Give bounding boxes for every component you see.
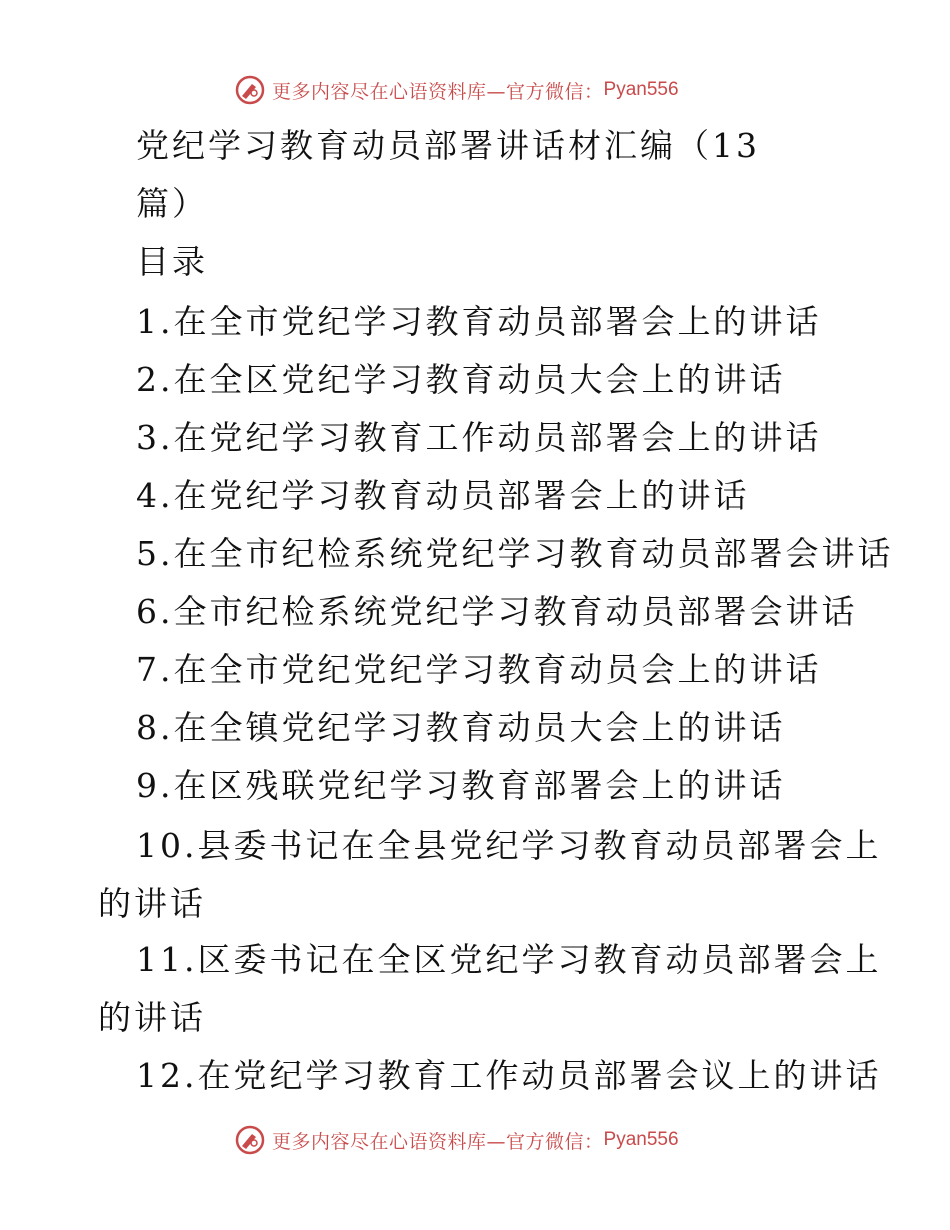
watermark-text: 更多内容尽在心语资料库—官方微信： bbox=[272, 80, 604, 103]
pen-circle-logo-icon bbox=[234, 1124, 266, 1156]
toc-item-10-line-1: 10.县委书记在全县党纪学习教育动员部署会上 bbox=[136, 826, 882, 865]
toc-item: 4.在党纪学习教育动员部署会上的讲话 bbox=[136, 476, 750, 515]
watermark-wechat-id: Pyan556 bbox=[603, 79, 679, 100]
watermark-text: 更多内容尽在心语资料库—官方微信： bbox=[272, 1130, 604, 1153]
toc-item-12: 12.在党纪学习教育工作动员部署会议上的讲话 bbox=[136, 1056, 882, 1095]
toc-item: 1.在全市党纪学习教育动员部署会上的讲话 bbox=[136, 302, 822, 341]
toc-item: 3.在党纪学习教育工作动员部署会上的讲话 bbox=[136, 418, 822, 457]
toc-item: 6.全市纪检系统党纪学习教育动员部署会讲话 bbox=[136, 592, 858, 631]
toc-item-11-line-2: 的讲话 bbox=[98, 998, 206, 1037]
toc-item: 9.在区残联党纪学习教育部署会上的讲话 bbox=[136, 766, 786, 805]
watermark-wechat-id: Pyan556 bbox=[603, 1129, 679, 1150]
footer-watermark bbox=[234, 1122, 679, 1158]
toc-item-10-line-2: 的讲话 bbox=[98, 884, 206, 923]
toc-item: 7.在全市党纪党纪学习教育动员会上的讲话 bbox=[136, 650, 822, 689]
toc-item: 2.在全区党纪学习教育动员大会上的讲话 bbox=[136, 360, 786, 399]
toc-item: 8.在全镇党纪学习教育动员大会上的讲话 bbox=[136, 708, 786, 747]
document-title-line-2: 篇） bbox=[136, 184, 208, 223]
toc-item-11-line-1: 11.区委书记在全区党纪学习教育动员部署会上 bbox=[136, 940, 882, 979]
toc-item: 5.在全市纪检系统党纪学习教育动员部署会讲话 bbox=[136, 534, 894, 573]
pen-circle-logo-icon bbox=[234, 74, 266, 106]
header-watermark bbox=[234, 72, 679, 108]
toc-heading: 目录 bbox=[136, 242, 208, 281]
document-title-line-1: 党纪学习教育动员部署讲话材汇编（13 bbox=[136, 126, 760, 165]
